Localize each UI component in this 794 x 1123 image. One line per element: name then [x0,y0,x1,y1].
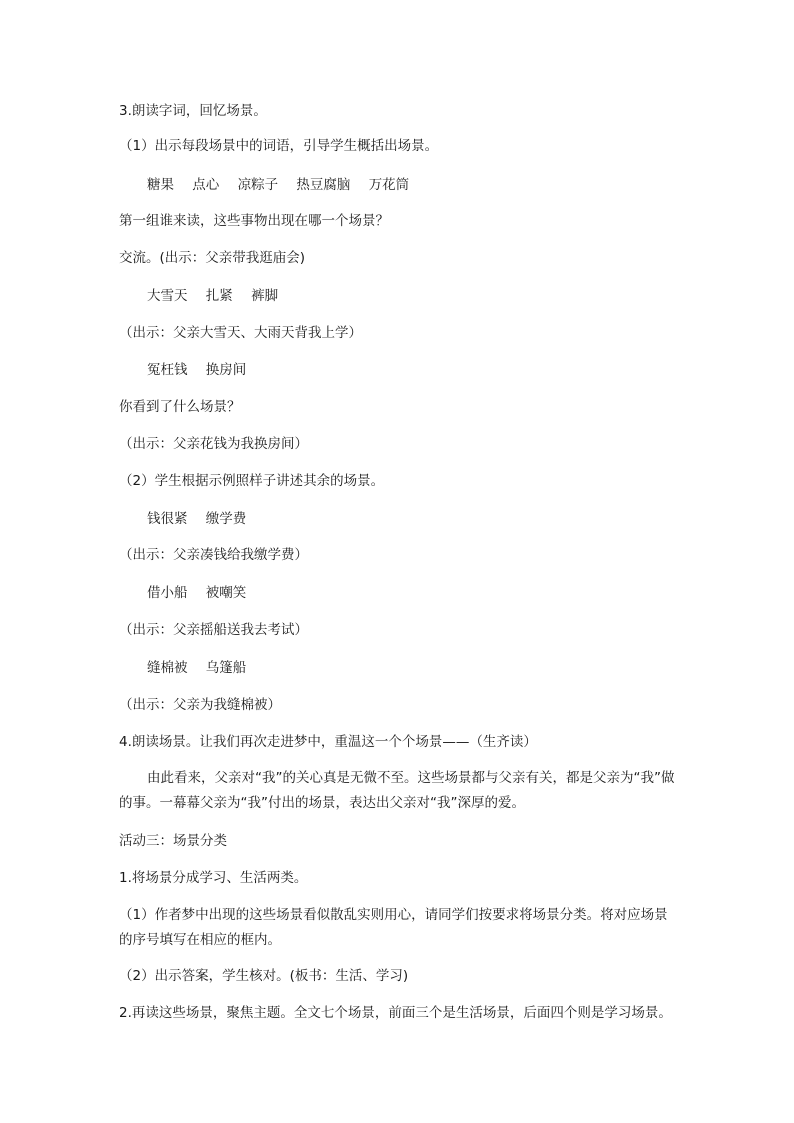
word: 大雪天 [147,288,188,304]
scene-display-2: （出示：父亲大雪天、大雨天背我上学） [119,325,362,341]
word: 乌篷船 [205,660,247,676]
word: 被嘲笑 [205,585,247,601]
step-4-heading: 4.朗读场景。让我们再次走进梦中，重温这一个个场景——（生齐读） [119,734,537,750]
word: 缴学费 [205,511,247,527]
word: 凉粽子 [237,177,279,193]
exchange-line: 交流。(出示：父亲带我逛庙会) [119,250,306,266]
instruction-2: （2）学生根据示例照样子讲述其余的场景。 [119,473,385,489]
word-group-3 [147,360,246,380]
instruction-1: （1）出示每段场景中的词语，引导学生概括出场景。 [119,138,439,154]
word: 裤脚 [251,288,279,304]
scene-display-4: （出示：父亲凑钱给我缴学费） [119,547,308,563]
word-group-2 [147,286,278,306]
word: 缝棉被 [147,660,188,676]
word: 万花筒 [368,177,410,193]
scene-display-5: （出示：父亲摇船送我去考试） [119,622,308,638]
summary-paragraph: 由此看来，父亲对“我”的关心真是无微不至。这些场景都与父亲有关，都是父亲为“我”做的事。一幕幕父亲为“我”付出的场景，表达出父亲对“我”深厚的爱。 [119,770,675,811]
step-3-heading: 3.朗读字词，回忆场景。 [119,103,267,119]
word: 冤枉钱 [147,362,188,378]
step-1-heading: 1.将场景分成学习、生活两类。 [119,870,308,886]
word-group-4 [147,509,246,529]
scene-display-6: （出示：父亲为我缝棉被） [119,697,281,713]
word: 热豆腐脑 [296,177,351,193]
answer-line: （2）出示答案，学生核对。(板书：生活、学习) [119,968,409,984]
word: 扎紧 [205,288,233,304]
word-group-5 [147,583,246,603]
word: 借小船 [147,585,188,601]
question-2: 你看到了什么场景？ [119,399,241,415]
step-2-heading: 2.再读这些场景，聚焦主题。全文七个场景，前面三个是生活场景，后面四个则是学习场景。 [119,1005,672,1021]
scene-display-3: （出示：父亲花钱为我换房间） [119,436,308,452]
word: 换房间 [205,362,247,378]
word: 点心 [192,177,220,193]
word: 钱很紧 [147,511,188,527]
word: 糖果 [147,177,174,193]
activity-3-heading: 活动三：场景分类 [119,833,227,849]
classification-paragraph: （1）作者梦中出现的这些场景看似散乱实则用心，请同学们按要求将场景分类。将对应场景的序号填写在相应的框内。 [119,907,668,948]
word-group-1 [147,175,409,195]
question-1: 第一组谁来读，这些事物出现在哪一个场景？ [119,213,389,229]
word-group-6 [147,658,246,678]
